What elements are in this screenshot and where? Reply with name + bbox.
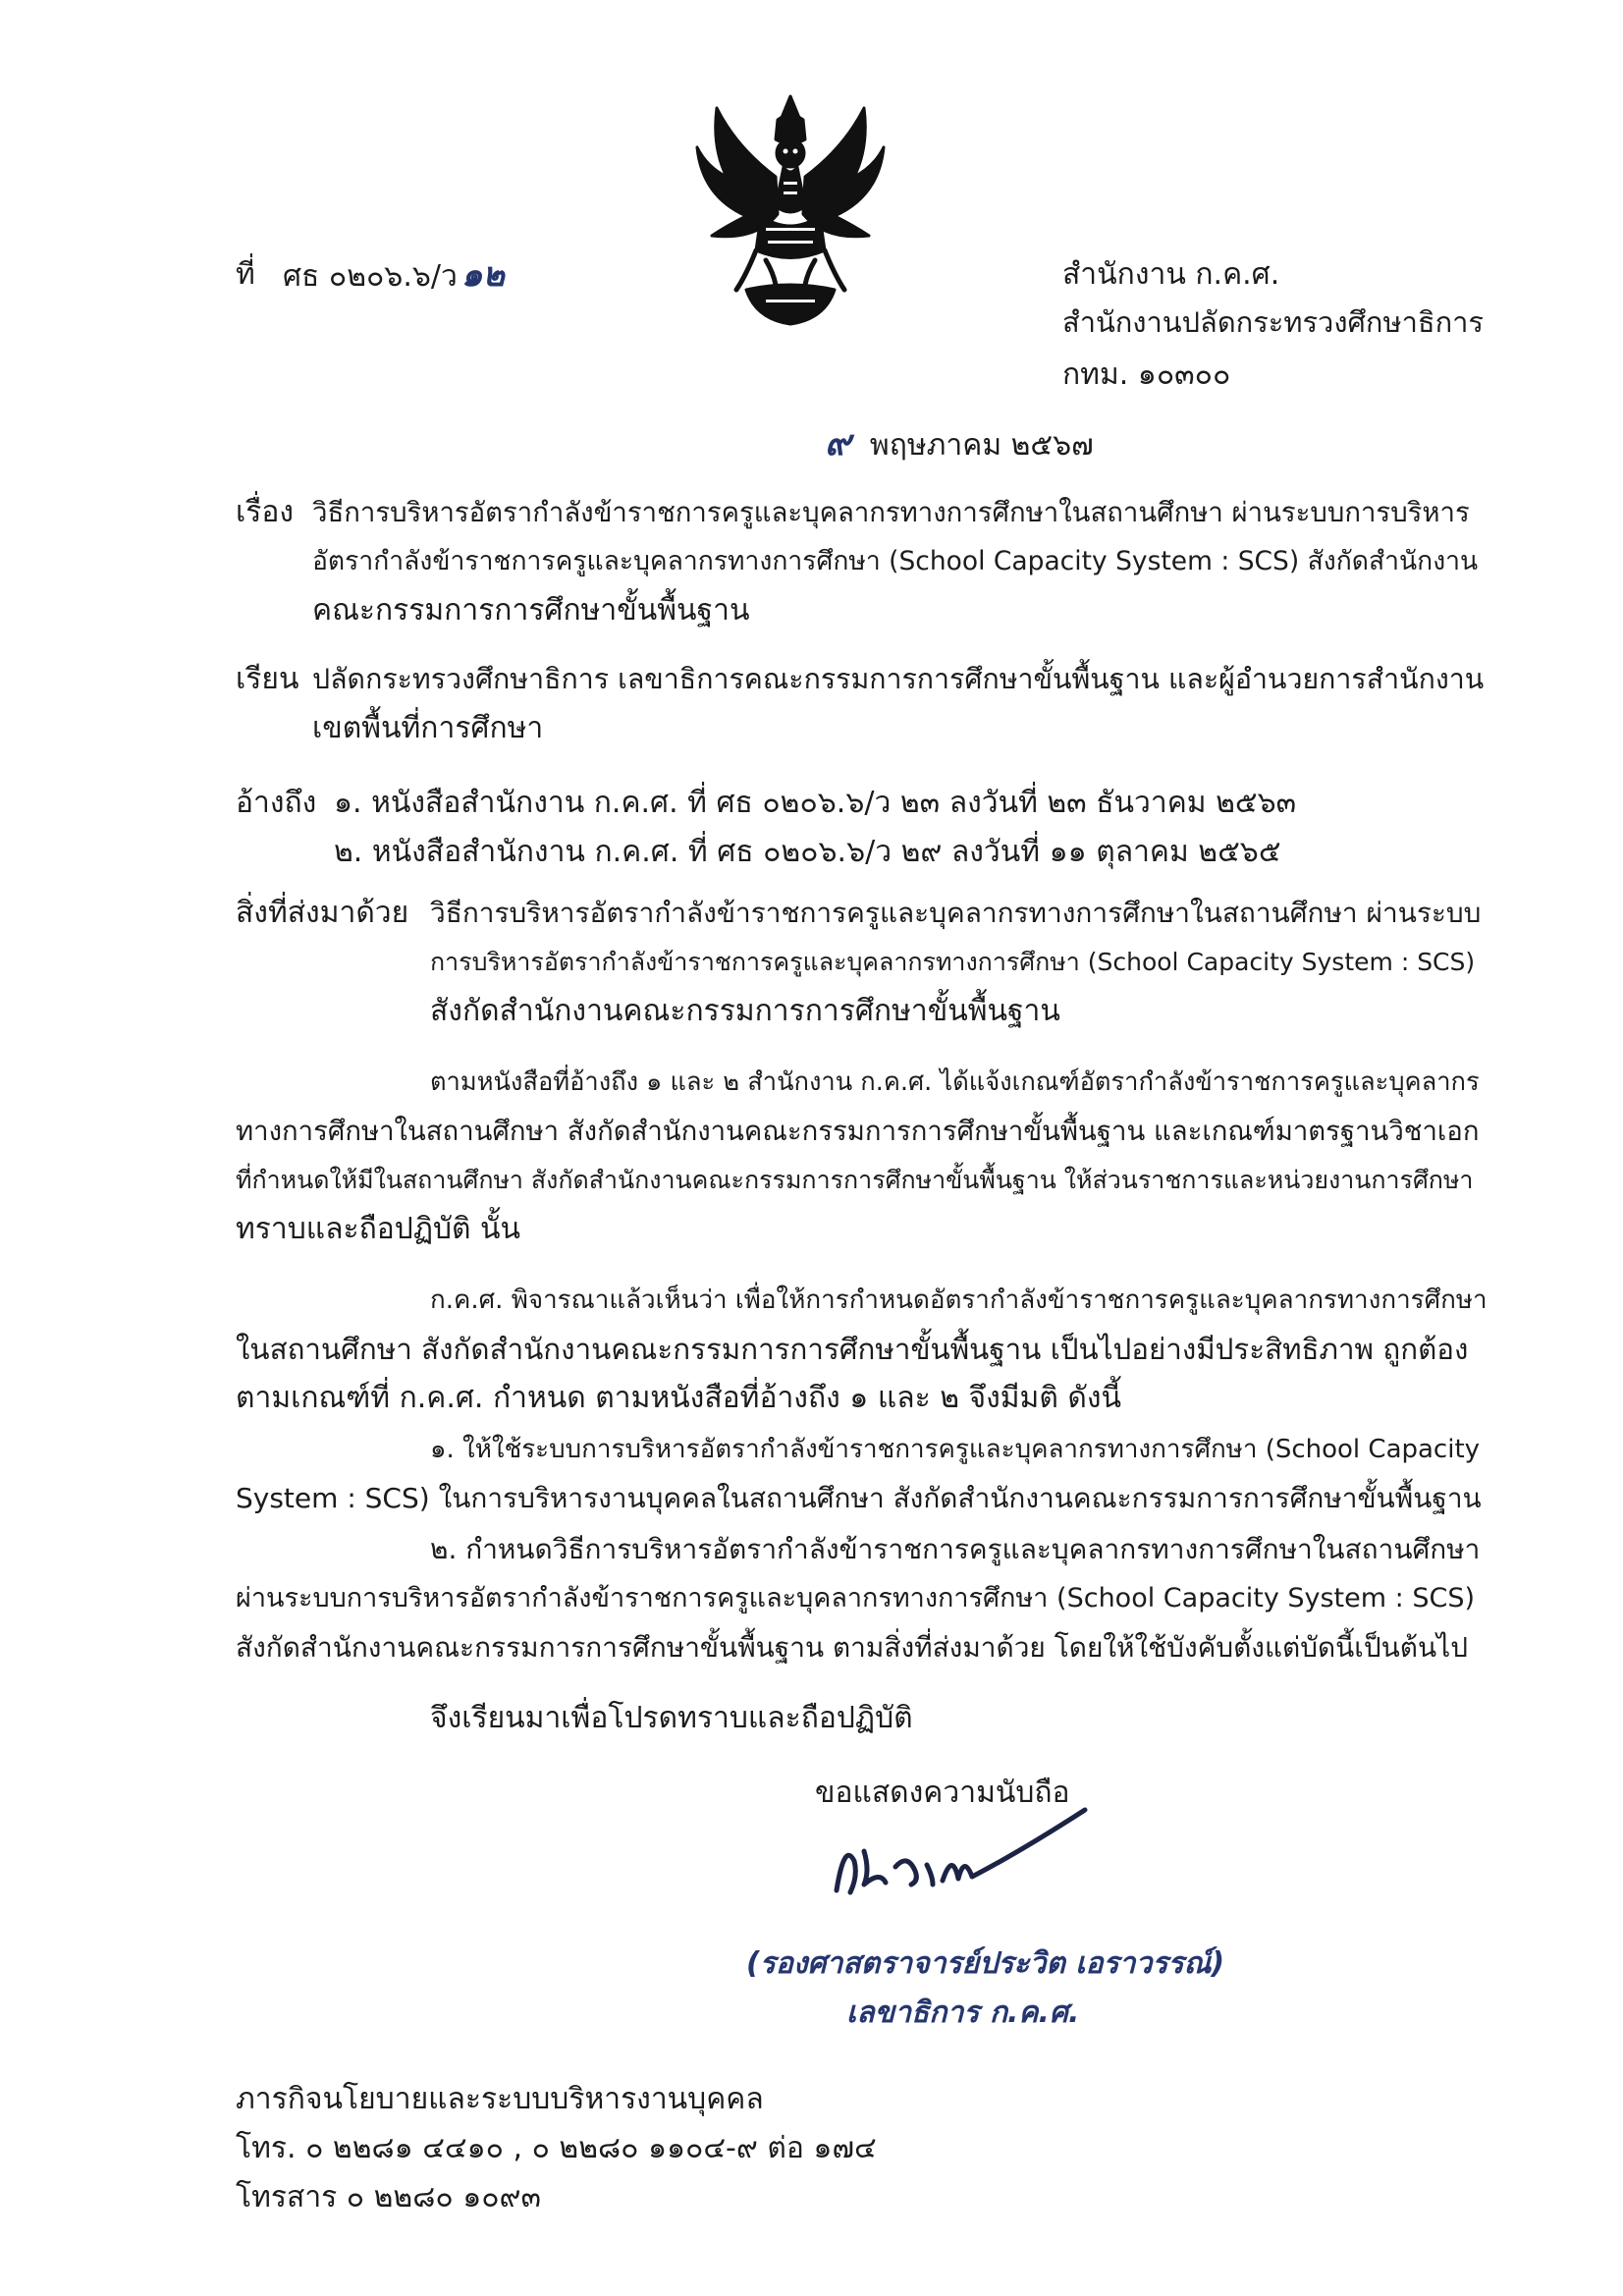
salutation: ขอแสดงความนับถือ bbox=[815, 1776, 1070, 1810]
resolution-item-2-line-1: ๒. กำหนดวิธีการบริหารอัตรากำลังข้าราชการครูและบุคลากรทางการศึกษาในสถานศึกษา bbox=[430, 1533, 1481, 1565]
reference-item-1: ๑. หนังสือสำนักงาน ก.ค.ศ. ที่ ศธ ๐๒๐๖.๖/ว ๒๓ ลงวันที่ ๒๓ ธันวาคม ๒๕๖๓ bbox=[334, 786, 1297, 820]
subject-line-3: คณะกรรมการการศึกษาขั้นพื้นฐาน bbox=[312, 593, 750, 628]
signatory-name: (รองศาสตราจารย์ประวิต เอราวรรณ์) bbox=[746, 1946, 1225, 1981]
paragraph-1-line-3: ที่กำหนดให้มีในสถานศึกษา สังกัดสำนักงานคณะกรรมการการศึกษาขั้นพื้นฐาน ให้ส่วนราชการและหน่วยงานการศึกษา bbox=[236, 1166, 1474, 1194]
footer-phone: โทร. ๐ ๒๒๘๑ ๔๔๑๐ , ๐ ๒๒๘๐ ๑๑๐๔-๙ ต่อ ๑๗๔ bbox=[236, 2131, 877, 2165]
office-line-3: กทม. ๑๐๓๐๐ bbox=[1062, 357, 1231, 392]
reference-item-2: ๒. หนังสือสำนักงาน ก.ค.ศ. ที่ ศธ ๐๒๐๖.๖/ว ๒๙ ลงวันที่ ๑๑ ตุลาคม ๒๕๖๕ bbox=[334, 835, 1281, 869]
footer-fax: โทรสาร ๐ ๒๒๘๐ ๑๐๙๓ bbox=[236, 2180, 542, 2214]
closing-sentence: จึงเรียนมาเพื่อโปรดทราบและถือปฏิบัติ bbox=[430, 1701, 913, 1735]
reference-number bbox=[283, 255, 505, 297]
date-day-handwritten: ๙ bbox=[825, 423, 851, 464]
paragraph-1-line-1: ตามหนังสือที่อ้างถึง ๑ และ ๒ สำนักงาน ก.ค.ศ. ได้แจ้งเกณฑ์อัตรากำลังข้าราชการครูและบุคลากร bbox=[430, 1067, 1480, 1097]
reference-number-handwritten: ๑๒ bbox=[460, 255, 505, 295]
handwritten-signature-icon bbox=[825, 1782, 1100, 1910]
office-line-2: สำนักงานปลัดกระทรวงศึกษาธิการ bbox=[1062, 305, 1484, 339]
date-month-year: พฤษภาคม ๒๕๖๗ bbox=[869, 428, 1094, 463]
paragraph-2-line-2: ในสถานศึกษา สังกัดสำนักงานคณะกรรมการการศึกษาขั้นพื้นฐาน เป็นไปอย่างมีประสิทธิภาพ ถูกต้อง bbox=[236, 1333, 1469, 1366]
resolution-item-2-line-2: ผ่านระบบการบริหารอัตรากำลังข้าราชการครูและบุคลากรทางการศึกษา (School Capacity System : SCS) bbox=[236, 1583, 1475, 1613]
paragraph-2-line-1: ก.ค.ศ. พิจารณาแล้วเห็นว่า เพื่อให้การกำหนดอัตรากำลังข้าราชการครูและบุคลากรทางการศึกษา bbox=[430, 1285, 1488, 1315]
enclosure-line-2: การบริหารอัตรากำลังข้าราชการครูและบุคลากรทางการศึกษา (School Capacity System : SCS) bbox=[430, 948, 1476, 976]
paragraph-1-line-4: ทราบและถือปฏิบัติ นั้น bbox=[236, 1212, 521, 1246]
recipient-line-1: ปลัดกระทรวงศึกษาธิการ เลขาธิการคณะกรรมการการศึกษาขั้นพื้นฐาน และผู้อำนวยการสำนักงาน bbox=[312, 663, 1485, 695]
subject-line-1: วิธีการบริหารอัตรากำลังข้าราชการครูและบุคลากรทางการศึกษาในสถานศึกษา ผ่านระบบการบริหาร bbox=[312, 497, 1470, 528]
enclosure-line-1: วิธีการบริหารอัตรากำลังข้าราชการครูและบุคลากรทางการศึกษาในสถานศึกษา ผ่านระบบ bbox=[430, 897, 1482, 929]
paragraph-1-line-2: ทางการศึกษาในสถานศึกษา สังกัดสำนักงานคณะกรรมการการศึกษาขั้นพื้นฐาน และเกณฑ์มาตรฐานวิชาเอก bbox=[236, 1116, 1480, 1147]
subject-label: เรื่อง bbox=[236, 495, 295, 529]
reference-label: ที่ bbox=[236, 257, 255, 292]
reference-number-prefix: ศธ ๐๒๐๖.๖/ว bbox=[283, 259, 458, 294]
footer-department: ภารกิจนโยบายและระบบบริหารงานบุคคล bbox=[236, 2082, 764, 2116]
resolution-item-2-line-3: สังกัดสำนักงานคณะกรรมการการศึกษาขั้นพื้นฐาน ตามสิ่งที่ส่งมาด้วย โดยให้ใช้บังคับตั้งแต่บัดนี้เป็นต้นไป bbox=[236, 1631, 1468, 1664]
garuda-emblem-icon bbox=[687, 88, 893, 329]
resolution-item-1-line-2: System : SCS) ในการบริหารงานบุคคลในสถานศึกษา สังกัดสำนักงานคณะกรรมการการศึกษาขั้นพื้นฐาน bbox=[236, 1482, 1482, 1514]
recipient-line-2: เขตพื้นที่การศึกษา bbox=[312, 711, 544, 745]
office-line-1: สำนักงาน ก.ค.ศ. bbox=[1062, 257, 1280, 292]
paragraph-2-line-3: ตามเกณฑ์ที่ ก.ค.ศ. กำหนด ตามหนังสือที่อ้างถึง ๑ และ ๒ จึงมีมติ ดังนี้ bbox=[236, 1381, 1121, 1415]
resolution-item-1-line-1: ๑. ให้ใช้ระบบการบริหารอัตรากำลังข้าราชการครูและบุคลากรทางการศึกษา (School Capacity bbox=[430, 1435, 1481, 1464]
reference-section-label: อ้างถึง bbox=[236, 786, 317, 820]
enclosure-label: สิ่งที่ส่งมาด้วย bbox=[236, 896, 409, 930]
enclosure-line-3: สังกัดสำนักงานคณะกรรมการการศึกษาขั้นพื้นฐาน bbox=[430, 994, 1060, 1028]
date bbox=[825, 424, 1094, 465]
subject-line-2: อัตรากำลังข้าราชการครูและบุคลากรทางการศึกษา (School Capacity System : SCS) สังกัดสำนักงาน bbox=[312, 546, 1479, 576]
signatory-position: เลขาธิการ ก.ค.ศ. bbox=[846, 1995, 1080, 2030]
recipient-label: เรียน bbox=[236, 662, 299, 696]
